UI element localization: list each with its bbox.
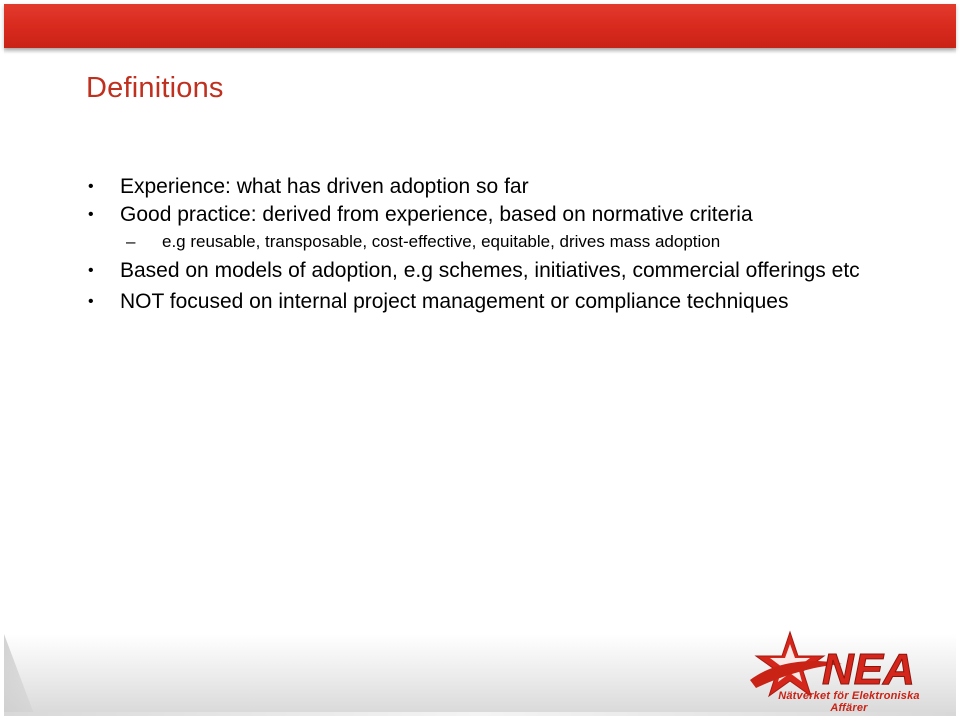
- dash-icon: –: [126, 232, 136, 251]
- bullet-text: Based on models of adoption, e.g schemes, initiatives, commercial offerings etc: [120, 259, 860, 282]
- header-bar: [4, 4, 956, 48]
- logo-tagline: Nätverket för Elektroniska Affärer: [778, 690, 920, 714]
- bullet-list: [86, 174, 886, 314]
- sub-bullet-text: e.g reusable, transposable, cost-effective, equitable, drives mass adoption: [162, 232, 721, 251]
- slide-title: Definitions: [86, 72, 224, 104]
- sub-bullet-item: [86, 230, 886, 254]
- bullet-icon: •: [88, 262, 94, 279]
- bullet-icon: •: [88, 293, 94, 310]
- bullet-item: [86, 258, 886, 283]
- bullet-icon: •: [88, 206, 94, 223]
- bullet-item: [86, 174, 886, 199]
- bullet-text: NOT focused on internal project management or compliance techniques: [120, 290, 789, 313]
- bullet-item: [86, 289, 886, 314]
- logo-wordmark: NEA: [822, 645, 915, 694]
- bullet-text: Experience: what has driven adoption so far: [120, 175, 529, 198]
- bullet-icon: •: [88, 178, 94, 195]
- bullet-text: Good practice: derived from experience, based on normative criteria: [120, 203, 753, 226]
- bullet-item: [86, 202, 886, 227]
